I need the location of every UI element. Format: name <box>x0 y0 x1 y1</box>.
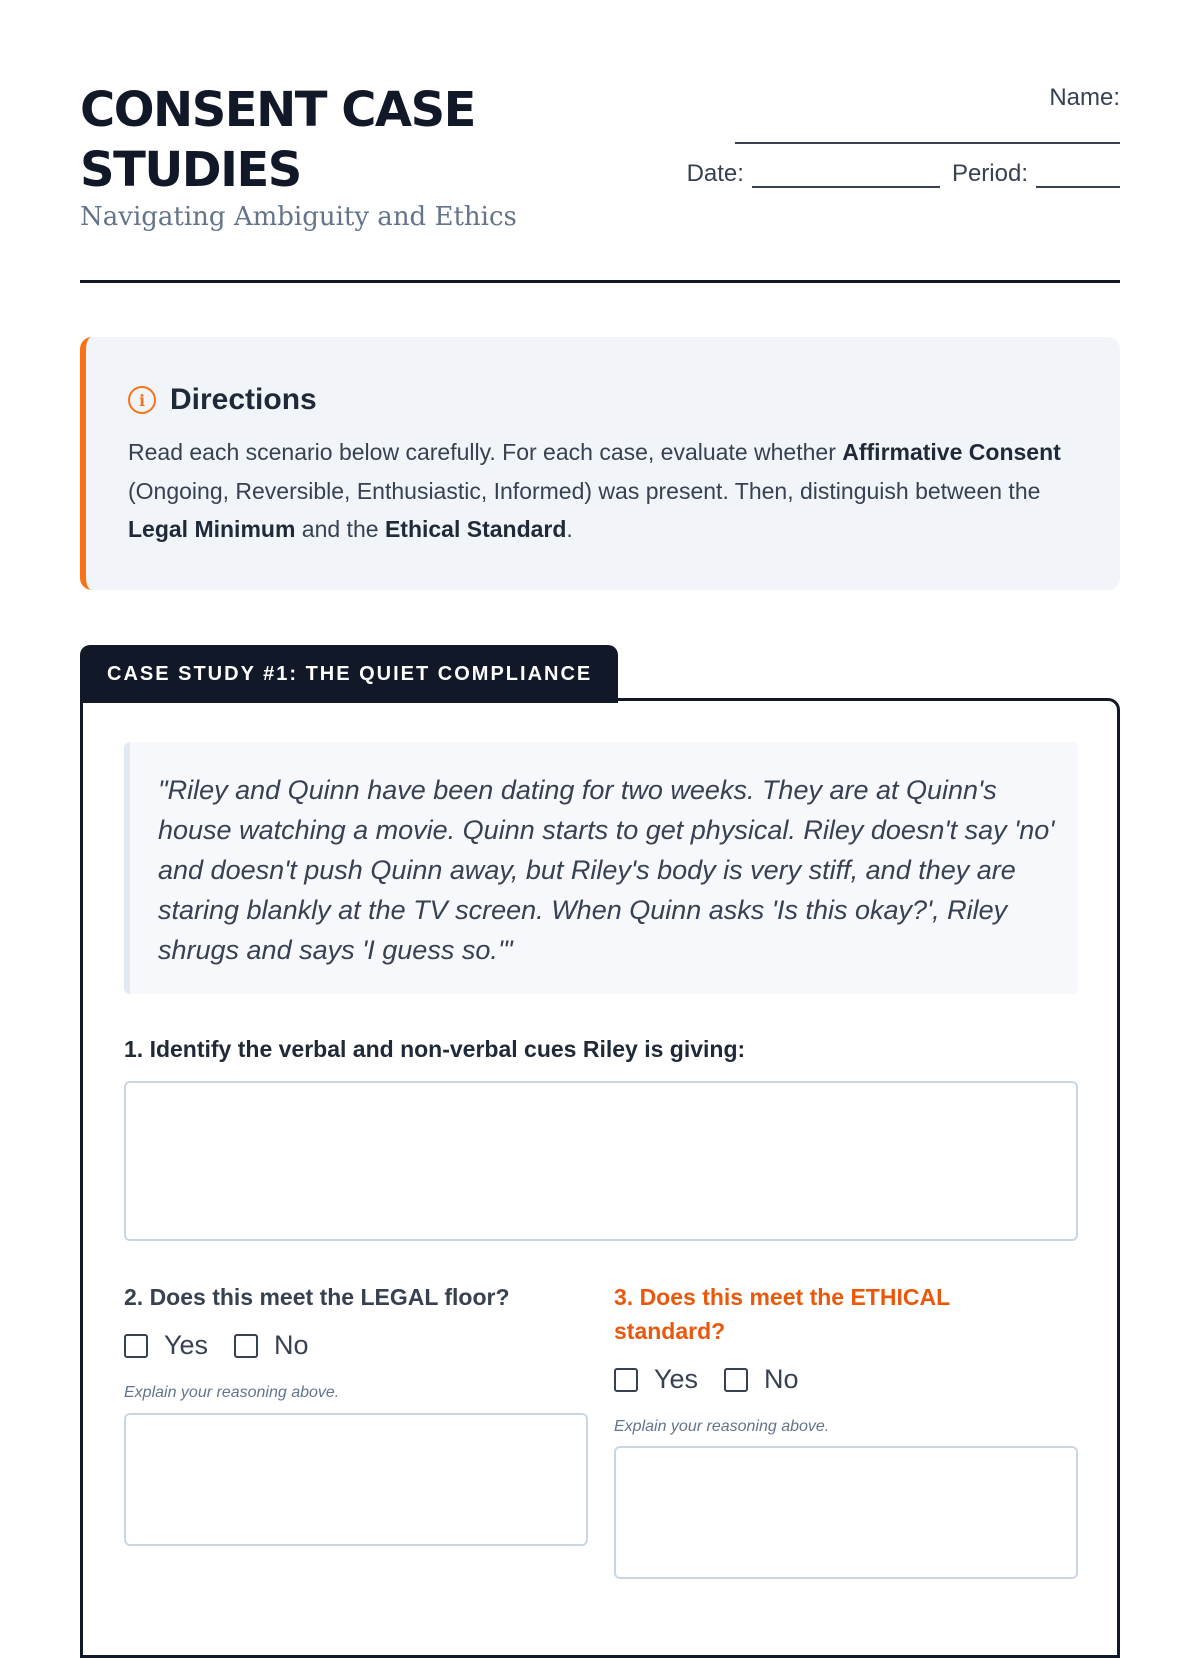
ethical-yes-label: Yes <box>654 1364 699 1394</box>
ethical-reasoning-box[interactable] <box>614 1446 1078 1579</box>
ethical-yes-checkbox[interactable] <box>614 1368 638 1392</box>
ethical-no-checkbox[interactable] <box>724 1368 748 1392</box>
page-title: CONSENT CASE STUDIES <box>80 82 475 198</box>
info-icon: i <box>128 386 156 414</box>
name-blank[interactable] <box>735 114 1120 144</box>
ethical-hint: Explain your reasoning above. <box>614 1418 830 1435</box>
question-1-label: 1. Identify the verbal and non-verbal cues Riley is giving: <box>124 1036 746 1062</box>
directions-text-2: (Ongoing, Reversible, Enthusiastic, Informed) was present. Then, distinguish between the <box>128 477 1041 504</box>
directions-title: Directions <box>170 383 317 416</box>
directions-text-3: and the <box>295 516 385 542</box>
term-ethical-standard: Ethical Standard <box>384 516 567 542</box>
ethical-yes-option[interactable] <box>614 1364 698 1395</box>
ethical-yes-no-group <box>614 1364 825 1395</box>
scenario-text: "Riley and Quinn have been dating for two weeks. They are at Quinn's house watching a movie. Quinn starts to get physical. Riley doesn't say 'no' and doesn't push Quinn away, but Riley's body is very stiff, and they are staring blankly at the TV screen. When Quinn asks 'Is this okay?', Riley shrugs and says 'I guess so.'" <box>158 775 1055 965</box>
legal-yes-no-group <box>124 1330 335 1361</box>
scenario-quote <box>124 742 1078 994</box>
legal-yes-label: Yes <box>164 1330 209 1360</box>
date-blank[interactable] <box>752 162 940 188</box>
directions-text-1: Read each scenario below carefully. For each case, evaluate whether <box>128 439 843 465</box>
legal-yes-option[interactable] <box>124 1330 208 1361</box>
period-blank[interactable] <box>1036 162 1120 188</box>
legal-hint: Explain your reasoning above. <box>124 1384 340 1401</box>
question-1-answer-box[interactable] <box>124 1081 1078 1241</box>
question-3-label: 3. Does this meet the ETHICAL standard? <box>614 1284 950 1344</box>
legal-no-option[interactable] <box>234 1330 309 1361</box>
ethical-no-label: No <box>764 1364 799 1394</box>
directions-text-4: . <box>566 516 573 542</box>
page-subtitle: Navigating Ambiguity and Ethics <box>80 202 517 232</box>
term-legal-minimum: Legal Minimum <box>128 516 296 542</box>
term-affirmative-consent: Affirmative Consent <box>842 439 1061 465</box>
directions-header <box>128 383 317 417</box>
date-label: Date: <box>686 160 744 187</box>
legal-no-checkbox[interactable] <box>234 1334 258 1358</box>
directions-panel <box>80 337 1120 590</box>
name-label: Name: <box>1049 84 1120 111</box>
legal-no-label: No <box>274 1330 309 1360</box>
case-study-tab: CASE STUDY #1: THE QUIET COMPLIANCE <box>80 645 618 703</box>
directions-text <box>128 433 1078 549</box>
question-2-label: 2. Does this meet the LEGAL floor? <box>124 1284 510 1310</box>
legal-yes-checkbox[interactable] <box>124 1334 148 1358</box>
ethical-no-option[interactable] <box>724 1364 799 1395</box>
header-divider <box>80 280 1120 283</box>
period-label: Period: <box>951 160 1028 187</box>
date-period-row <box>687 160 1120 188</box>
name-field <box>730 82 1120 144</box>
legal-reasoning-box[interactable] <box>124 1413 588 1546</box>
